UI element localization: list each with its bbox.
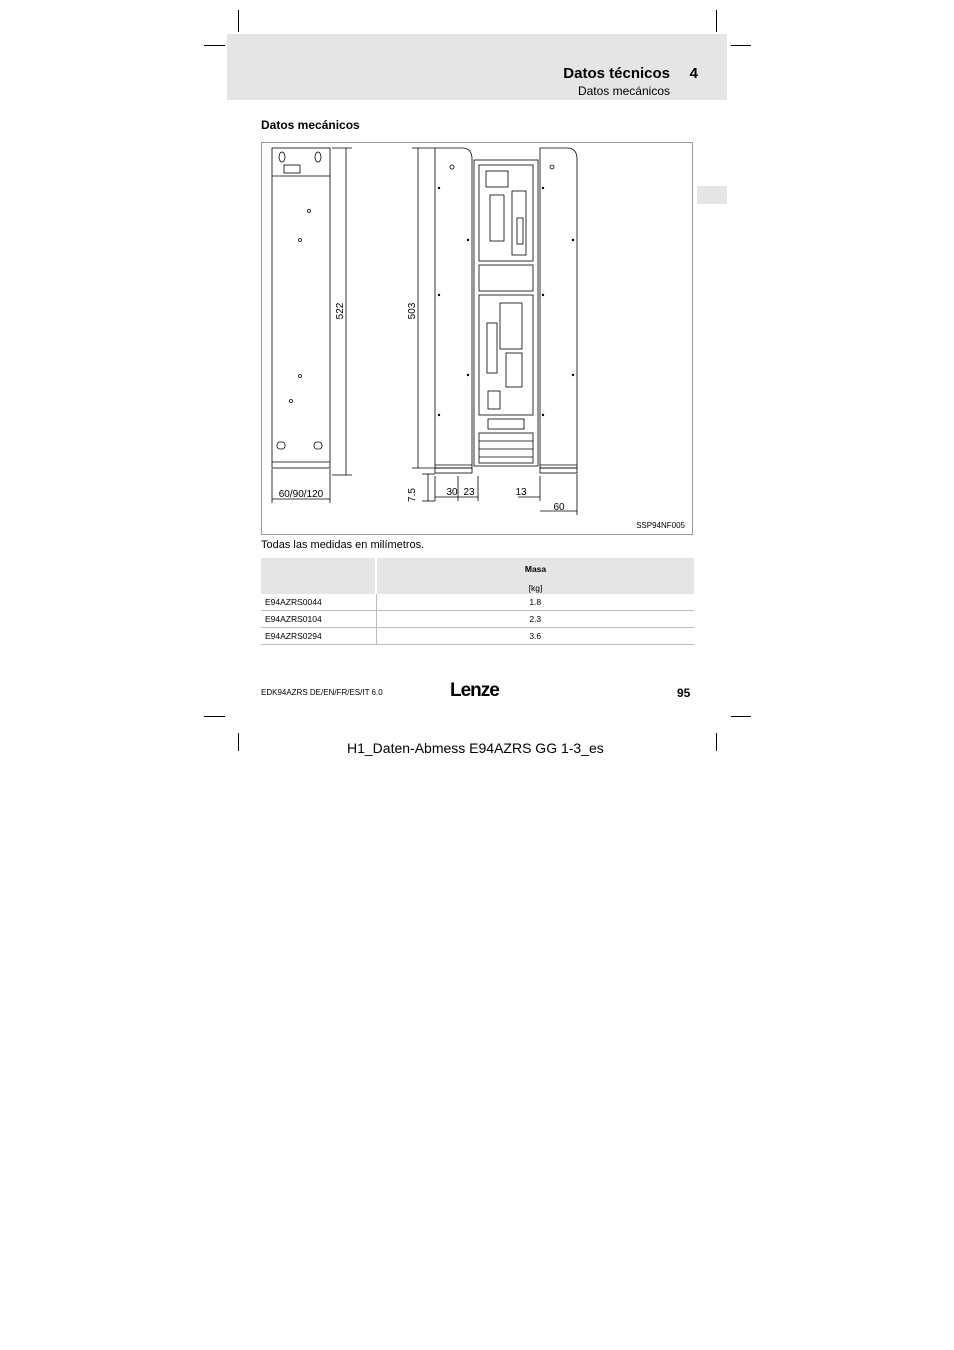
mass-unit: [kg] — [528, 582, 543, 593]
crop-mark — [731, 716, 751, 717]
keyhole-slot — [279, 152, 285, 162]
dim-label-522: 522 — [335, 302, 346, 320]
mass-header: Masa — [524, 563, 547, 574]
crop-mark — [238, 10, 239, 32]
chapter-title: Datos técnicos — [563, 65, 670, 82]
drawing-svg — [262, 143, 694, 536]
table-row — [261, 628, 694, 645]
crop-mark — [204, 45, 225, 46]
dim-label-23: 23 — [463, 487, 475, 498]
dim-label-503: 503 — [407, 302, 418, 320]
dim-label-7-5: 7.5 — [407, 488, 418, 502]
table-header-empty — [261, 558, 376, 594]
table-row — [261, 611, 694, 628]
table-header-mass — [376, 558, 694, 594]
dim-label-30: 30 — [446, 487, 458, 498]
lenze-logo: Lenze — [450, 680, 499, 701]
chapter-number: 4 — [689, 65, 698, 82]
crop-mark — [716, 733, 717, 751]
section-title: Datos mecánicos — [261, 118, 360, 132]
model-cell: E94AZRS0104 — [261, 611, 376, 628]
side-bracket-right — [540, 148, 577, 468]
crop-mark — [731, 45, 751, 46]
connector-block — [284, 165, 300, 173]
dim-label-width: 60/90/120 — [278, 489, 324, 500]
module-front-outline — [272, 148, 330, 468]
side-bracket-left — [435, 148, 472, 468]
chapter-side-tab — [697, 186, 727, 204]
drive-module-outline — [474, 160, 538, 466]
model-cell: E94AZRS0294 — [261, 628, 376, 645]
footer-doc-id: EDK94AZRS DE/EN/FR/ES/IT 6.0 — [261, 688, 383, 697]
crop-mark — [204, 716, 225, 717]
page-number: 95 — [677, 686, 691, 700]
mounting-hole — [277, 442, 285, 449]
dim-label-13: 13 — [515, 487, 527, 498]
mass-cell: 2.3 — [376, 611, 694, 628]
keyhole-slot — [315, 152, 321, 162]
crop-mark — [716, 10, 717, 32]
chapter-subtitle: Datos mecánicos — [577, 84, 670, 98]
table-header-row — [261, 558, 694, 594]
mass-cell: 3.6 — [376, 628, 694, 645]
table-row — [261, 594, 694, 611]
mass-cell: 1.8 — [376, 594, 694, 611]
dim-label-60: 60 — [553, 502, 565, 513]
dimension-drawing — [261, 142, 693, 535]
figure-code: SSP94NF005 — [636, 521, 685, 530]
model-cell: E94AZRS0044 — [261, 594, 376, 611]
mounting-hole — [314, 442, 322, 449]
mass-table — [261, 558, 694, 645]
figure-caption: Todas las medidas en milímetros. — [261, 539, 425, 551]
file-label: H1_Daten-Abmess E94AZRS GG 1-3_es — [347, 740, 604, 756]
crop-mark — [238, 733, 239, 751]
page-header — [227, 34, 727, 100]
